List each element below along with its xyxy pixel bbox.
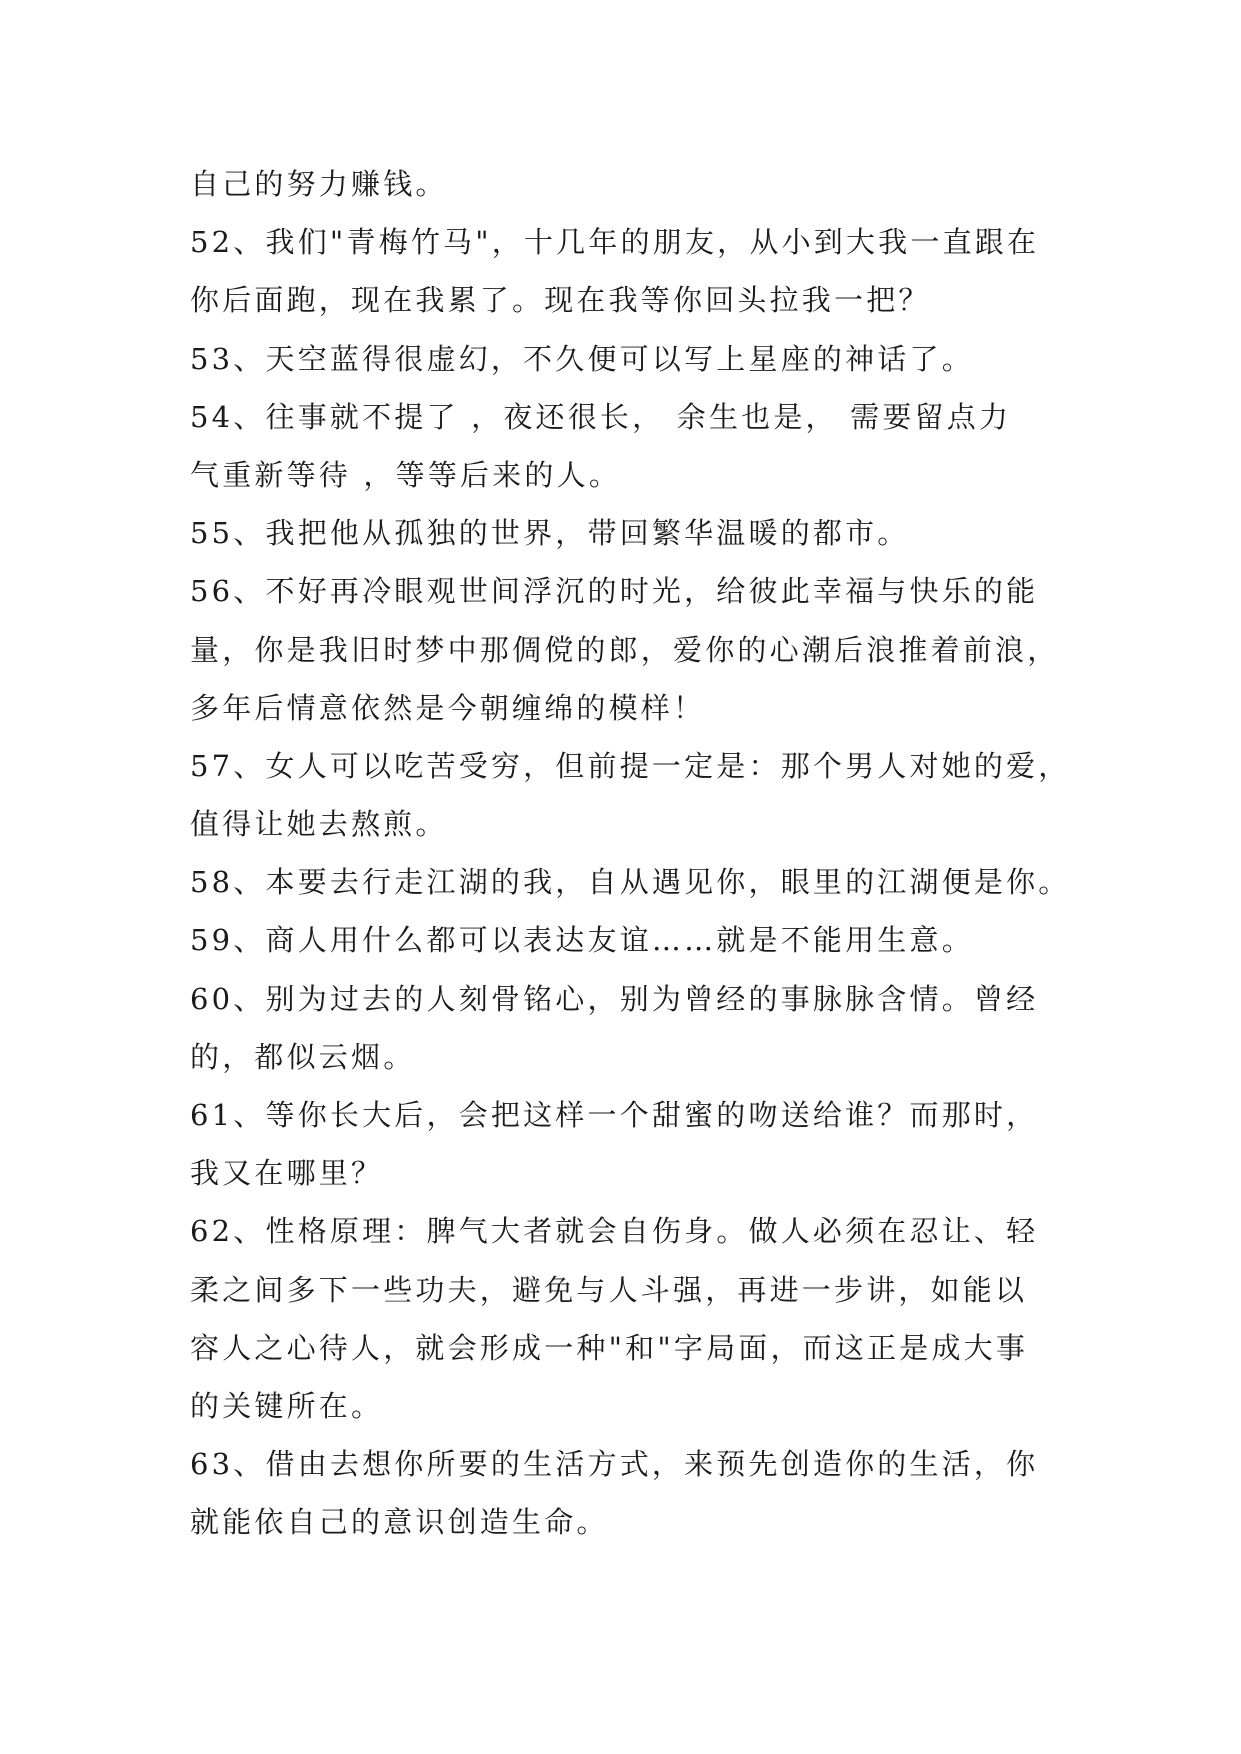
text-line: 自己的努力赚钱。 bbox=[190, 167, 448, 201]
text-line: 52、我们"青梅竹马"，十几年的朋友，从小到大我一直跟在 bbox=[190, 225, 1040, 260]
text-line: 60、别为过去的人刻骨铭心，别为曾经的事脉脉含情。曾经 bbox=[190, 981, 1039, 1016]
text-line: 61、等你长大后，会把这样一个甜蜜的吻送给谁？而那时， bbox=[190, 1098, 1039, 1132]
text-line: 53、天空蓝得很虚幻，不久便可以写上星座的神话了。 bbox=[190, 341, 974, 376]
text-line: 54、往事就不提了 ，夜还很长， 余生也是， 需要留点力 bbox=[190, 399, 1012, 434]
text-line: 59、商人用什么都可以表达友谊……就是不能用生意。 bbox=[190, 923, 974, 958]
text-line: 容人之心待人，就会形成一种"和"字局面，而这正是成大事 bbox=[190, 1330, 1029, 1365]
text-line: 58、本要去行走江湖的我，自从遇见你，眼里的江湖便是你。 bbox=[190, 865, 1071, 900]
text-line: 柔之间多下一些功夫，避免与人斗强，再进一步讲，如能以 bbox=[190, 1272, 1028, 1307]
text-line: 的关键所在。 bbox=[190, 1388, 384, 1423]
text-line: 57、女人可以吃苦受穷，但前提一定是：那个男人对她的爱， bbox=[190, 748, 1071, 783]
text-line: 55、我把他从孤独的世界，带回繁华温暖的都市。 bbox=[190, 516, 910, 551]
text-line: 就能依自己的意识创造生命。 bbox=[190, 1505, 609, 1540]
text-line: 的，都似云烟。 bbox=[190, 1039, 416, 1074]
text-line: 气重新等待 ，等等后来的人。 bbox=[190, 457, 622, 492]
text-line: 56、不好再冷眼观世间浮沉的时光，给彼此幸福与快乐的能 bbox=[190, 574, 1039, 609]
text-line: 量，你是我旧时梦中那倜傥的郎，爱你的心潮后浪推着前浪， bbox=[190, 632, 1060, 667]
text-line: 63、借由去想你所要的生活方式，来预先创造你的生活，你 bbox=[190, 1447, 1039, 1482]
text-line: 值得让她去熬煎。 bbox=[190, 807, 448, 842]
text-line: 多年后情意依然是今朝缠绵的模样！ bbox=[190, 690, 706, 725]
text-line: 你后面跑，现在我累了。现在我等你回头拉我一把？ bbox=[190, 283, 931, 318]
text-body bbox=[190, 155, 1071, 1552]
text-line: 62、性格原理：脾气大者就会自伤身。做人必须在忍让、轻 bbox=[190, 1214, 1039, 1249]
text-line: 我又在哪里？ bbox=[190, 1156, 384, 1191]
